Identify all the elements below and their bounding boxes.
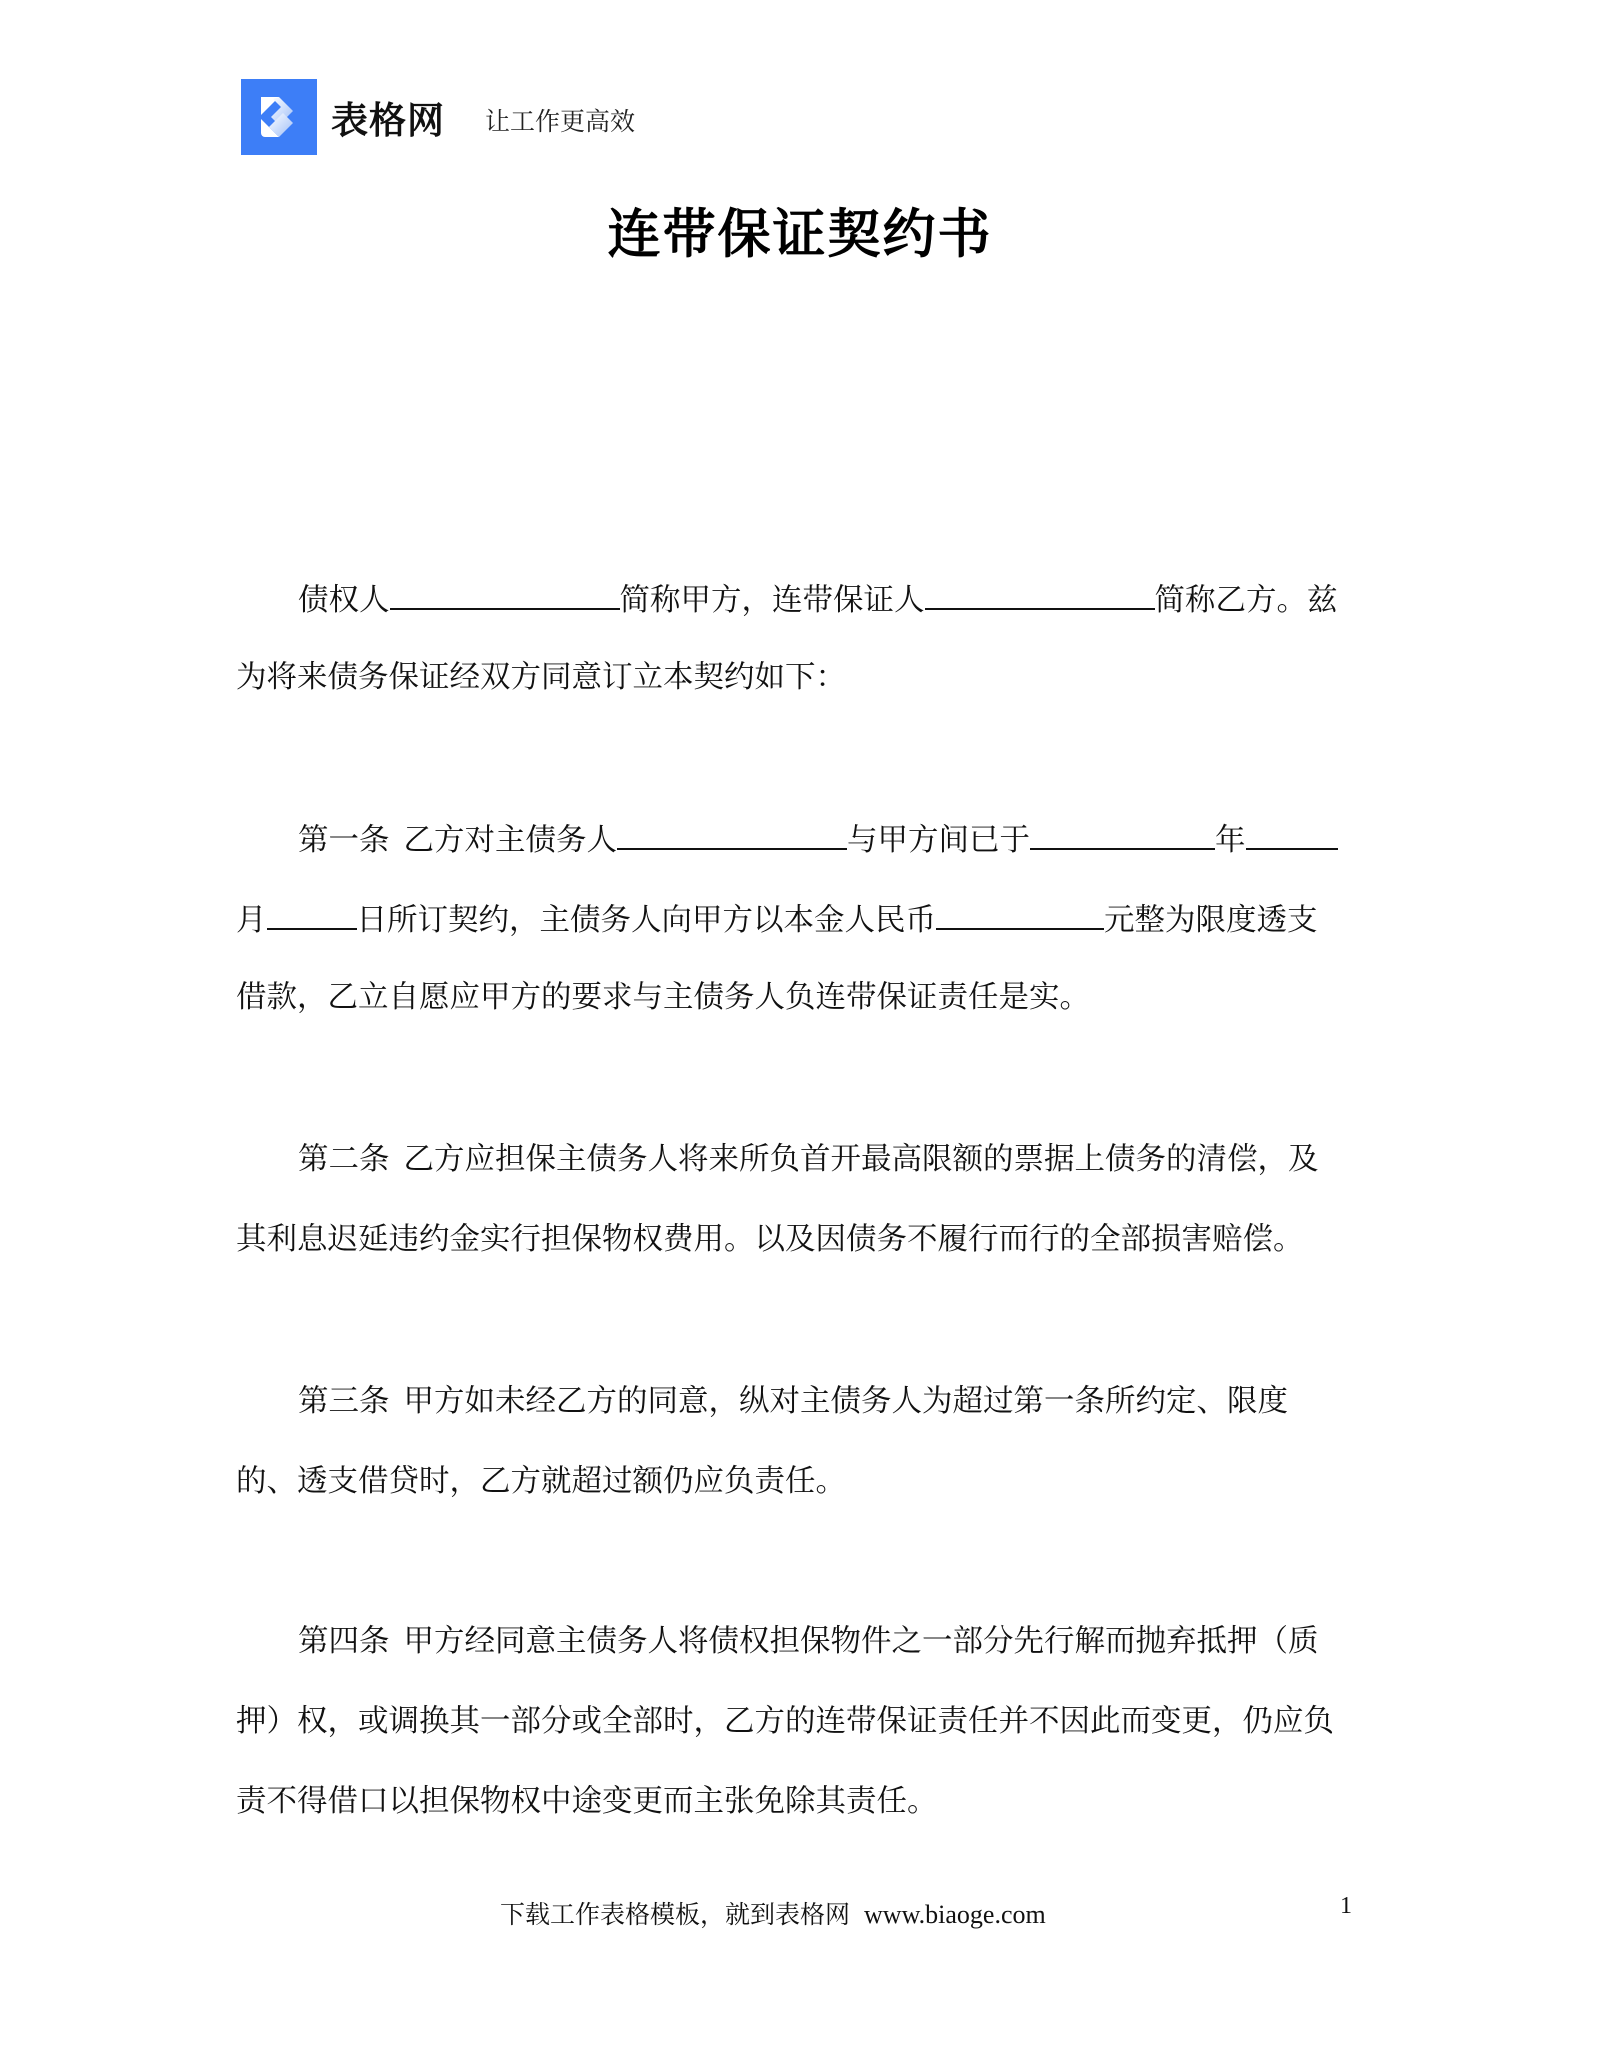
year-blank[interactable] (1030, 818, 1215, 850)
text: 乙方对主债务人 (403, 823, 617, 858)
article-label: 第四条 (298, 1624, 390, 1659)
text: 乙方应担保主债务人将来所负首开最高限额的票据上债务的清偿，及 (403, 1142, 1319, 1177)
article-2-line-2: 其利息迟延违约金实行担保物权费用。以及因债务不履行而行的全部损害赔偿。 (236, 1222, 1304, 1257)
article-1-line-1 (236, 818, 1338, 858)
principal-debtor-blank[interactable] (617, 818, 847, 850)
article-2-line-1 (236, 1140, 1319, 1180)
day-blank[interactable] (267, 898, 357, 930)
month-blank[interactable] (1246, 818, 1338, 850)
amount-blank[interactable] (936, 898, 1104, 930)
text: 与甲方间已于 (847, 823, 1030, 858)
biaoge-logo-icon (241, 79, 317, 155)
header (241, 79, 635, 155)
article-1-line-3: 借款，乙立自愿应甲方的要求与主债务人负连带保证责任是实。 (236, 980, 1090, 1015)
text: 甲方经同意主债务人将债权担保物件之一部分先行解而抛弃抵押（质 (403, 1624, 1319, 1659)
brand-name: 表格网 (331, 99, 445, 142)
footer (500, 1895, 1046, 1931)
text: 月 (236, 903, 267, 938)
article-label: 第二条 (298, 1142, 390, 1177)
article-4-line-3: 责不得借口以担保物权中途变更而主张免除其责任。 (236, 1784, 938, 1819)
document-title: 连带保证契约书 (607, 204, 993, 265)
text: 年 (1215, 823, 1246, 858)
text: 简称乙方。兹 (1154, 583, 1338, 618)
footer-text: 下载工作表格模板，就到表格网 (500, 1900, 851, 1929)
article-3-line-1 (236, 1382, 1288, 1422)
text: 债权人 (298, 583, 390, 618)
article-label: 第一条 (298, 823, 390, 858)
article-label: 第三条 (298, 1384, 390, 1419)
article-3-line-2: 的、透支借贷时，乙方就超过额仍应负责任。 (236, 1464, 846, 1499)
footer-url-link[interactable]: www.biaoge.com (864, 1900, 1046, 1929)
creditor-blank[interactable] (390, 578, 620, 610)
text: 简称甲方，连带保证人 (619, 583, 925, 618)
brand-slogan: 让工作更高效 (485, 107, 636, 136)
article-4-line-1 (236, 1622, 1319, 1662)
guarantor-blank[interactable] (925, 578, 1155, 610)
text: 日所订契约，主债务人向甲方以本金人民币 (356, 903, 936, 938)
text: 元整为限度透支 (1104, 903, 1318, 938)
intro-line-2: 为将来债务保证经双方同意订立本契约如下： (236, 660, 846, 695)
intro-line-1 (236, 578, 1338, 618)
article-1-line-2 (236, 898, 1318, 938)
article-4-line-2: 押）权，或调换其一部分或全部时，乙方的连带保证责任并不因此而变更，仍应负 (236, 1704, 1334, 1739)
text: 甲方如未经乙方的同意，纵对主债务人为超过第一条所约定、限度 (403, 1384, 1288, 1419)
page-number: 1 (1340, 1893, 1352, 1919)
